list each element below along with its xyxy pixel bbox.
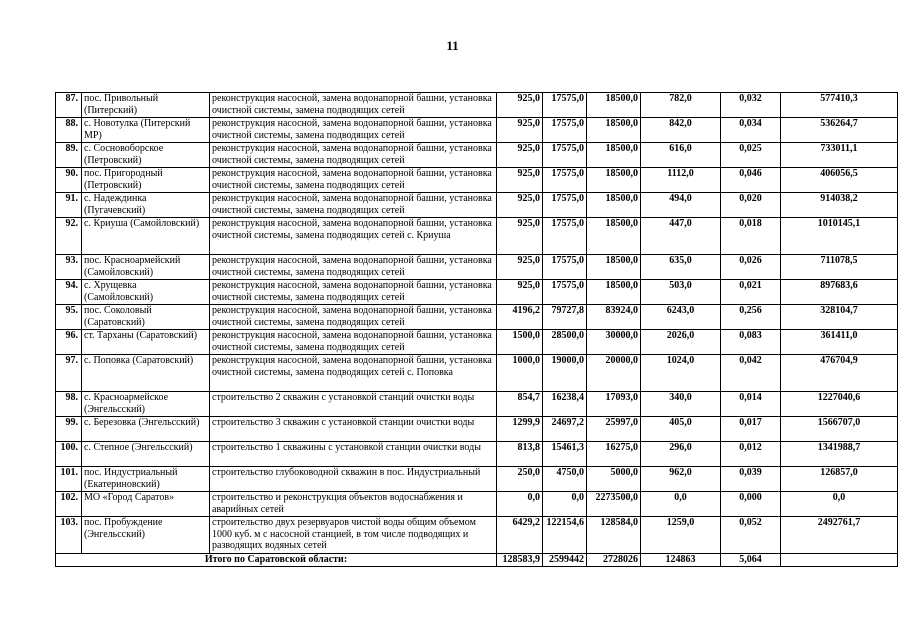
settlement-name: с. Поповка (Саратовский): [82, 355, 210, 392]
value-col-4: 962,0: [641, 467, 721, 492]
page-number: 11: [446, 38, 459, 53]
value-col-1: 925,0: [497, 280, 543, 305]
row-number: 100.: [56, 442, 82, 467]
settlement-name: с. Степное (Энгельсский): [82, 442, 210, 467]
value-col-3: 5000,0: [587, 467, 641, 492]
value-col-5: 0,017: [721, 417, 781, 442]
total-row: [56, 554, 898, 567]
value-col-3: 16275,0: [587, 442, 641, 467]
value-col-2: 16238,4: [543, 392, 587, 417]
table-row: [56, 168, 898, 193]
value-col-1: 925,0: [497, 193, 543, 218]
table-row: [56, 330, 898, 355]
value-col-4: 1112,0: [641, 168, 721, 193]
table-row: [56, 355, 898, 392]
row-number: 91.: [56, 193, 82, 218]
value-col-6: 1566707,0: [781, 417, 898, 442]
row-number: 87.: [56, 93, 82, 118]
table-row: [56, 442, 898, 467]
works-description: реконструкция насосной, замена водонапорной башни, установка очистной системы, замена подводящих сетей: [210, 168, 497, 193]
works-description: реконструкция насосной, замена водонапорной башни, установка очистной системы, замена подводящих сетей: [210, 280, 497, 305]
value-col-6: 328104,7: [781, 305, 898, 330]
table-body: [56, 93, 898, 567]
value-col-1: 1299,9: [497, 417, 543, 442]
value-col-4: 6243,0: [641, 305, 721, 330]
settlement-name: с. Надеждинка (Пугачевский): [82, 193, 210, 218]
value-col-4: 782,0: [641, 93, 721, 118]
value-col-1: 1000,0: [497, 355, 543, 392]
table-row: [56, 517, 898, 554]
value-col-1: 925,0: [497, 218, 543, 255]
value-col-3: 18500,0: [587, 118, 641, 143]
value-col-6: 0,0: [781, 492, 898, 517]
value-col-2: 17575,0: [543, 218, 587, 255]
value-col-5: 0,018: [721, 218, 781, 255]
value-col-5: 0,083: [721, 330, 781, 355]
value-col-5: 0,052: [721, 517, 781, 554]
total-v1: 128583,9: [497, 554, 543, 567]
works-description: реконструкция насосной, замена водонапорной башни, установка очистной системы, замена подводящих сетей: [210, 305, 497, 330]
value-col-6: 577410,3: [781, 93, 898, 118]
value-col-6: 1227040,6: [781, 392, 898, 417]
value-col-2: 28500,0: [543, 330, 587, 355]
value-col-4: 503,0: [641, 280, 721, 305]
value-col-6: 733011,1: [781, 143, 898, 168]
value-col-3: 18500,0: [587, 193, 641, 218]
table-row: [56, 193, 898, 218]
value-col-2: 17575,0: [543, 143, 587, 168]
value-col-4: 2026,0: [641, 330, 721, 355]
value-col-1: 0,0: [497, 492, 543, 517]
table-row: [56, 305, 898, 330]
total-label: Итого по Саратовской области:: [56, 554, 497, 567]
table-row: [56, 93, 898, 118]
settlement-name: с. Новотулка (Питерский МР): [82, 118, 210, 143]
value-col-2: 4750,0: [543, 467, 587, 492]
value-col-2: 17575,0: [543, 118, 587, 143]
value-col-6: 914038,2: [781, 193, 898, 218]
works-description: реконструкция насосной, замена водонапорной башни, установка очистной системы, замена подводящих сетей: [210, 143, 497, 168]
total-v3: 2728026: [587, 554, 641, 567]
works-description: строительство и реконструкция объектов водоснабжения и аварийных сетей: [210, 492, 497, 517]
value-col-1: 925,0: [497, 143, 543, 168]
value-col-5: 0,025: [721, 143, 781, 168]
row-number: 89.: [56, 143, 82, 168]
total-v4: 124863: [641, 554, 721, 567]
value-col-1: 925,0: [497, 118, 543, 143]
row-number: 88.: [56, 118, 82, 143]
settlement-name: пос. Соколовый (Саратовский): [82, 305, 210, 330]
value-col-5: 0,039: [721, 467, 781, 492]
value-col-1: 925,0: [497, 93, 543, 118]
works-description: строительство глубоководной скважин в пос. Индустриальный: [210, 467, 497, 492]
value-col-5: 0,032: [721, 93, 781, 118]
value-col-1: 925,0: [497, 255, 543, 280]
value-col-3: 20000,0: [587, 355, 641, 392]
value-col-5: 0,046: [721, 168, 781, 193]
row-number: 102.: [56, 492, 82, 517]
value-col-6: 897683,6: [781, 280, 898, 305]
works-description: реконструкция насосной, замена водонапорной башни, установка очистной системы, замена подводящих сетей: [210, 255, 497, 280]
value-col-5: 0,014: [721, 392, 781, 417]
value-col-1: 1500,0: [497, 330, 543, 355]
value-col-2: 17575,0: [543, 168, 587, 193]
value-col-6: 2492761,7: [781, 517, 898, 554]
value-col-5: 0,034: [721, 118, 781, 143]
value-col-2: 79727,8: [543, 305, 587, 330]
table-row: [56, 280, 898, 305]
value-col-6: 126857,0: [781, 467, 898, 492]
value-col-4: 340,0: [641, 392, 721, 417]
value-col-5: 0,042: [721, 355, 781, 392]
row-number: 97.: [56, 355, 82, 392]
value-col-2: 0,0: [543, 492, 587, 517]
value-col-5: 0,000: [721, 492, 781, 517]
works-description: реконструкция насосной, замена водонапорной башни, установка очистной системы, замена подводящих сетей с. Поповка: [210, 355, 497, 392]
value-col-6: 711078,5: [781, 255, 898, 280]
total-v6: [781, 554, 898, 567]
total-v2: 2599442: [543, 554, 587, 567]
data-table: [55, 92, 898, 567]
value-col-2: 19000,0: [543, 355, 587, 392]
value-col-6: 361411,0: [781, 330, 898, 355]
value-col-3: 17093,0: [587, 392, 641, 417]
settlement-name: пос. Пробуждение (Энгельсский): [82, 517, 210, 554]
settlement-name: пос. Пригородный (Петровский): [82, 168, 210, 193]
value-col-2: 122154,6: [543, 517, 587, 554]
value-col-2: 17575,0: [543, 255, 587, 280]
settlement-name: пос. Красноармейский (Самойловский): [82, 255, 210, 280]
value-col-4: 842,0: [641, 118, 721, 143]
value-col-5: 0,256: [721, 305, 781, 330]
value-col-3: 25997,0: [587, 417, 641, 442]
value-col-2: 24697,2: [543, 417, 587, 442]
value-col-6: 1010145,1: [781, 218, 898, 255]
value-col-1: 925,0: [497, 168, 543, 193]
value-col-1: 4196,2: [497, 305, 543, 330]
works-description: строительство 2 скважин с установкой станций очистки воды: [210, 392, 497, 417]
value-col-3: 83924,0: [587, 305, 641, 330]
table-row: [56, 218, 898, 255]
row-number: 94.: [56, 280, 82, 305]
total-v5: 5,064: [721, 554, 781, 567]
settlement-name: пос. Индустриальный (Екатериновский): [82, 467, 210, 492]
value-col-2: 15461,3: [543, 442, 587, 467]
value-col-6: 1341988,7: [781, 442, 898, 467]
table-row: [56, 392, 898, 417]
row-number: 103.: [56, 517, 82, 554]
value-col-4: 0,0: [641, 492, 721, 517]
table-row: [56, 143, 898, 168]
works-description: реконструкция насосной, замена водонапорной башни, установка очистной системы, замена подводящих сетей: [210, 330, 497, 355]
works-description: реконструкция насосной, замена водонапорной башни, установка очистной системы, замена подводящих сетей: [210, 118, 497, 143]
value-col-3: 128584,0: [587, 517, 641, 554]
settlement-name: с. Сосновоборское (Петровский): [82, 143, 210, 168]
value-col-1: 250,0: [497, 467, 543, 492]
settlement-name: с. Криуша (Самойловский): [82, 218, 210, 255]
value-col-3: 2273500,0: [587, 492, 641, 517]
settlement-name: с. Березовка (Энгельсский): [82, 417, 210, 442]
value-col-4: 405,0: [641, 417, 721, 442]
value-col-4: 1024,0: [641, 355, 721, 392]
value-col-3: 18500,0: [587, 143, 641, 168]
value-col-1: 854,7: [497, 392, 543, 417]
settlement-name: с. Красноармейское (Энгельсский): [82, 392, 210, 417]
works-description: реконструкция насосной, замена водонапорной башни, установка очистной системы, замена подводящих сетей с. Криуша: [210, 218, 497, 255]
value-col-3: 18500,0: [587, 93, 641, 118]
settlement-name: ст. Тарханы (Саратовский): [82, 330, 210, 355]
row-number: 92.: [56, 218, 82, 255]
value-col-2: 17575,0: [543, 93, 587, 118]
table-row: [56, 492, 898, 517]
value-col-6: 406056,5: [781, 168, 898, 193]
value-col-4: 635,0: [641, 255, 721, 280]
works-description: строительство 1 скважины с установкой станции очистки воды: [210, 442, 497, 467]
value-col-5: 0,012: [721, 442, 781, 467]
works-description: реконструкция насосной, замена водонапорной башни, установка очистной системы, замена подводящих сетей: [210, 93, 497, 118]
settlement-name: пос. Привольный (Питерский): [82, 93, 210, 118]
row-number: 98.: [56, 392, 82, 417]
value-col-2: 17575,0: [543, 280, 587, 305]
value-col-1: 813,8: [497, 442, 543, 467]
value-col-4: 1259,0: [641, 517, 721, 554]
value-col-4: 447,0: [641, 218, 721, 255]
row-number: 93.: [56, 255, 82, 280]
table-row: [56, 118, 898, 143]
value-col-3: 18500,0: [587, 255, 641, 280]
table-row: [56, 417, 898, 442]
table-row: [56, 255, 898, 280]
value-col-4: 296,0: [641, 442, 721, 467]
row-number: 96.: [56, 330, 82, 355]
value-col-2: 17575,0: [543, 193, 587, 218]
works-description: строительство 3 скважин с установкой станции очистки воды: [210, 417, 497, 442]
value-col-4: 616,0: [641, 143, 721, 168]
value-col-3: 18500,0: [587, 218, 641, 255]
table-row: [56, 467, 898, 492]
value-col-3: 18500,0: [587, 280, 641, 305]
row-number: 90.: [56, 168, 82, 193]
value-col-6: 476704,9: [781, 355, 898, 392]
works-description: реконструкция насосной, замена водонапорной башни, установка очистной системы, замена подводящих сетей: [210, 193, 497, 218]
settlement-name: МО «Город Саратов»: [82, 492, 210, 517]
value-col-3: 18500,0: [587, 168, 641, 193]
value-col-5: 0,021: [721, 280, 781, 305]
settlement-name: с. Хрущевка (Самойловский): [82, 280, 210, 305]
value-col-5: 0,020: [721, 193, 781, 218]
value-col-1: 6429,2: [497, 517, 543, 554]
value-col-6: 536264,7: [781, 118, 898, 143]
value-col-3: 30000,0: [587, 330, 641, 355]
value-col-4: 494,0: [641, 193, 721, 218]
value-col-5: 0,026: [721, 255, 781, 280]
works-description: строительство двух резервуаров чистой воды общим объемом 1000 куб. м с насосной станцией, в том числе подводящих и разводящих водяных сетей: [210, 517, 497, 554]
row-number: 99.: [56, 417, 82, 442]
row-number: 101.: [56, 467, 82, 492]
row-number: 95.: [56, 305, 82, 330]
